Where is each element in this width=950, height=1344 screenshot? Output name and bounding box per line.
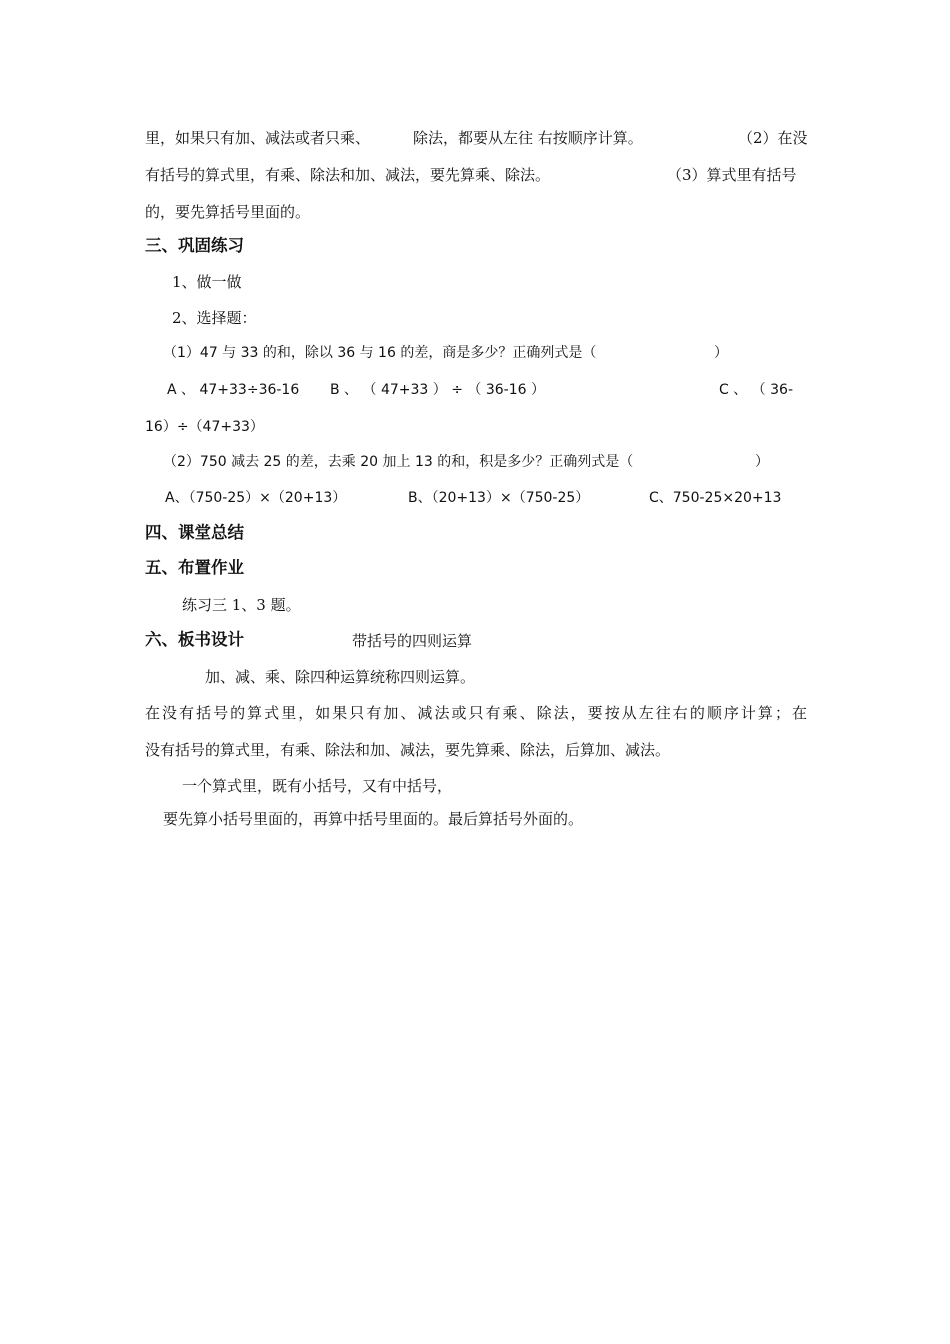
paragraph-line-3: 的，要先算括号里面的。: [145, 203, 311, 221]
board-title: 带括号的四则运算: [352, 632, 473, 650]
question-text: （2）750 减去 25 的差，去乘 20 加上 13 的和，积是多少？正确列式是（: [163, 454, 634, 470]
option-a: A 、 47+33÷36-16: [167, 382, 300, 398]
section-heading: 六、板书设计: [145, 630, 244, 649]
list-item: 1、做一做: [172, 273, 242, 291]
paragraph-text: 有括号的算式里，有乘、除法和加、减法，要先算乘、除法。: [145, 166, 551, 184]
answer-bracket-close: ）: [755, 454, 769, 470]
board-line: 要先算小括号里面的，再算中括号里面的。最后算括号外面的。: [163, 810, 584, 828]
option-b: B 、 （ 47+33 ） ÷ （ 36-16 ）: [330, 382, 545, 398]
option-b: B、（20+13）×（750-25）: [408, 490, 590, 506]
section-heading: 三、巩固练习: [145, 236, 244, 255]
option-c: C、750-25×20+13: [649, 490, 782, 506]
board-line: 没有括号的算式里，有乘、除法和加、减法，要先算乘、除法，后算加、减法。: [145, 741, 671, 759]
paragraph-text: （2）在没: [738, 129, 808, 147]
paragraph-text: 里，如果只有加、减法或者只乘、: [145, 129, 371, 147]
board-line: 加、减、乘、除四种运算统称四则运算。: [205, 668, 476, 686]
option-c: C 、 （ 36-: [719, 382, 793, 398]
paragraph-text: （3）算式里有括号: [667, 166, 797, 184]
list-item: 2、选择题：: [172, 309, 257, 327]
answer-bracket-close: ）: [714, 345, 728, 361]
option-c-continued: 16）÷（47+33）: [145, 419, 264, 435]
paragraph-text: 除法，都要从左往 右按顺序计算。: [413, 129, 643, 147]
homework-text: 练习三 1、3 题。: [182, 596, 301, 614]
section-heading: 四、课堂总结: [145, 523, 244, 542]
question-text: （1）47 与 33 的和，除以 36 与 16 的差，商是多少？正确列式是（: [163, 345, 597, 361]
board-line: 在没有括号的算式里，如果只有加、减法或只有乘、除法，要按从左往右的顺序计算；在: [145, 704, 807, 722]
option-a: A、（750-25）×（20+13）: [165, 490, 347, 506]
section-heading: 五、布置作业: [145, 558, 244, 577]
board-line: 一个算式里，既有小括号，又有中括号，: [182, 777, 453, 795]
